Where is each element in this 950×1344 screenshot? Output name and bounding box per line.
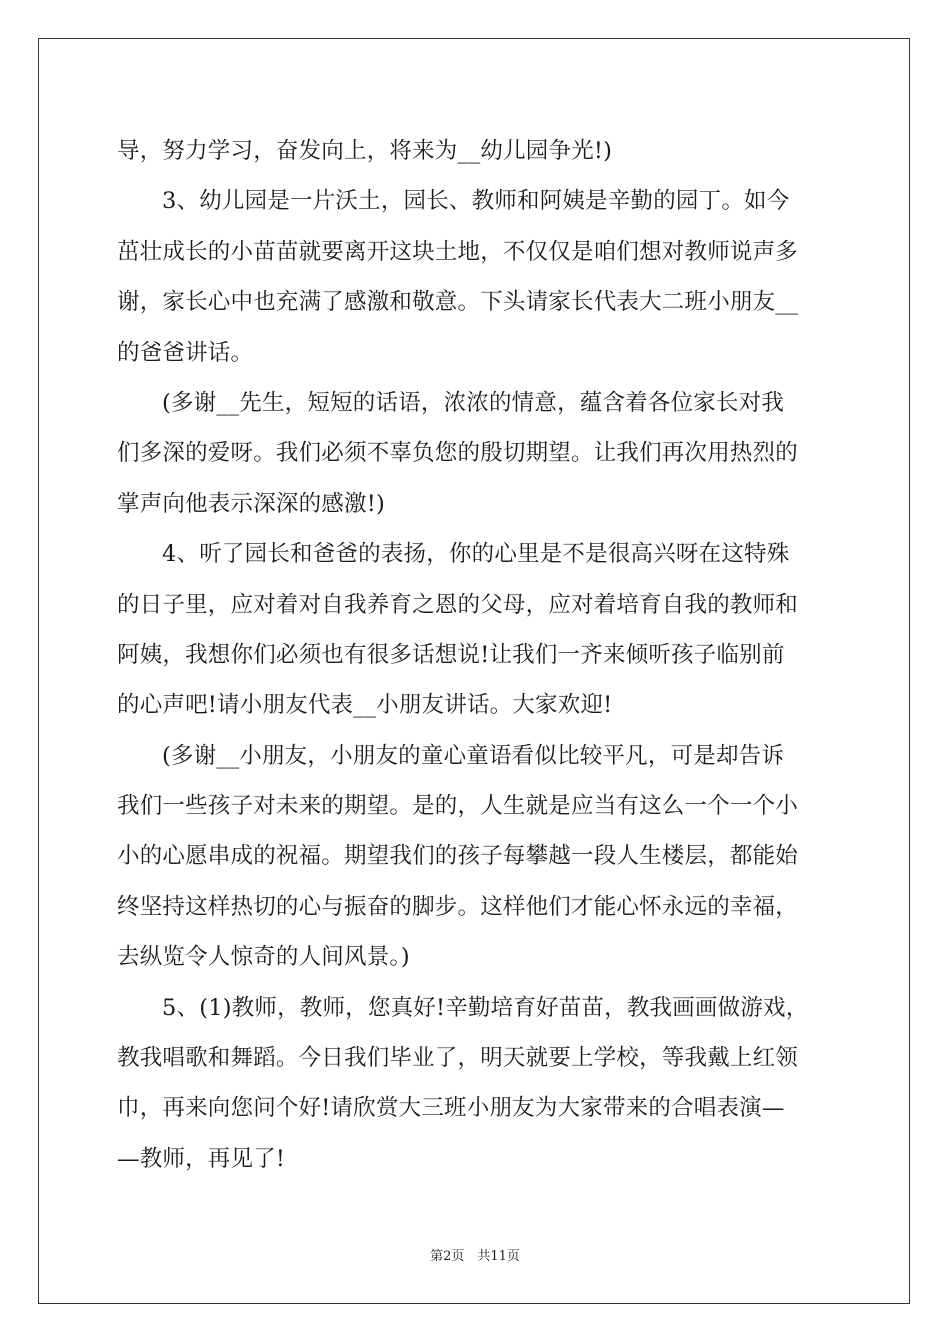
text-line: 小的心愿串成的祝福。期望我们的孩子每攀越一段人生楼层，都能始 (117, 843, 799, 870)
text-line: 终坚持这样热切的心与振奋的脚步。这样他们才能心怀永远的幸福， (117, 893, 799, 920)
text-line: 巾，再来向您问个好!请欣赏大三班小朋友为大家带来的合唱表演— (117, 1095, 785, 1122)
text-line: 的爸爸讲话。 (117, 339, 254, 366)
document-body (117, 126, 837, 1184)
text-line: 去纵览令人惊奇的人间风景。) (117, 944, 410, 971)
text-line: 的心声吧!请小朋友代表__小朋友讲话。大家欢迎! (117, 692, 613, 719)
text-line: 我们一些孩子对未来的期望。是的，人生就是应当有这么一个一个小 (117, 793, 799, 820)
text-line: 4、听了园长和爸爸的表扬，你的心里是不是很高兴呀在这特殊 (162, 541, 790, 568)
text-line: 掌声向他表示深深的感激!) (117, 490, 385, 517)
text-line: 们多深的爱呀。我们必须不辜负您的殷切期望。让我们再次用热烈的 (117, 440, 799, 467)
text-line: 阿姨，我想你们必须也有很多话想说!让我们一齐来倾听孩子临别前 (117, 641, 785, 668)
text-line: —教师，再见了! (117, 1145, 286, 1172)
text-line: 5、(1)教师，教师，您真好!辛勤培育好苗苗，教我画画做游戏， (162, 994, 809, 1021)
text-line: (多谢__先生，短短的话语，浓浓的情意，蕴含着各位家长对我 (162, 389, 785, 416)
text-line: 导，努力学习，奋发向上，将来为__幼儿园争光!) (117, 138, 613, 164)
text-line: 谢，家长心中也充满了感激和敬意。下头请家长代表大二班小朋友__ (117, 289, 799, 316)
text-line: (多谢__小朋友，小朋友的童心童语看似比较平凡，可是却告诉 (162, 742, 785, 769)
text-line: 教我唱歌和舞蹈。今日我们毕业了，明天就要上学校，等我戴上红领 (117, 1045, 799, 1072)
page-number: 第2页 共11页 (430, 1249, 520, 1264)
text-line: 的日子里，应对着对自我养育之恩的父母，应对着培育自我的教师和 (117, 591, 799, 618)
text-line: 3、幼儿园是一片沃土，园长、教师和阿姨是辛勤的园丁。如今 (162, 188, 790, 215)
text-line: 茁壮成长的小苗苗就要离开这块土地，不仅仅是咱们想对教师说声多 (117, 238, 799, 265)
